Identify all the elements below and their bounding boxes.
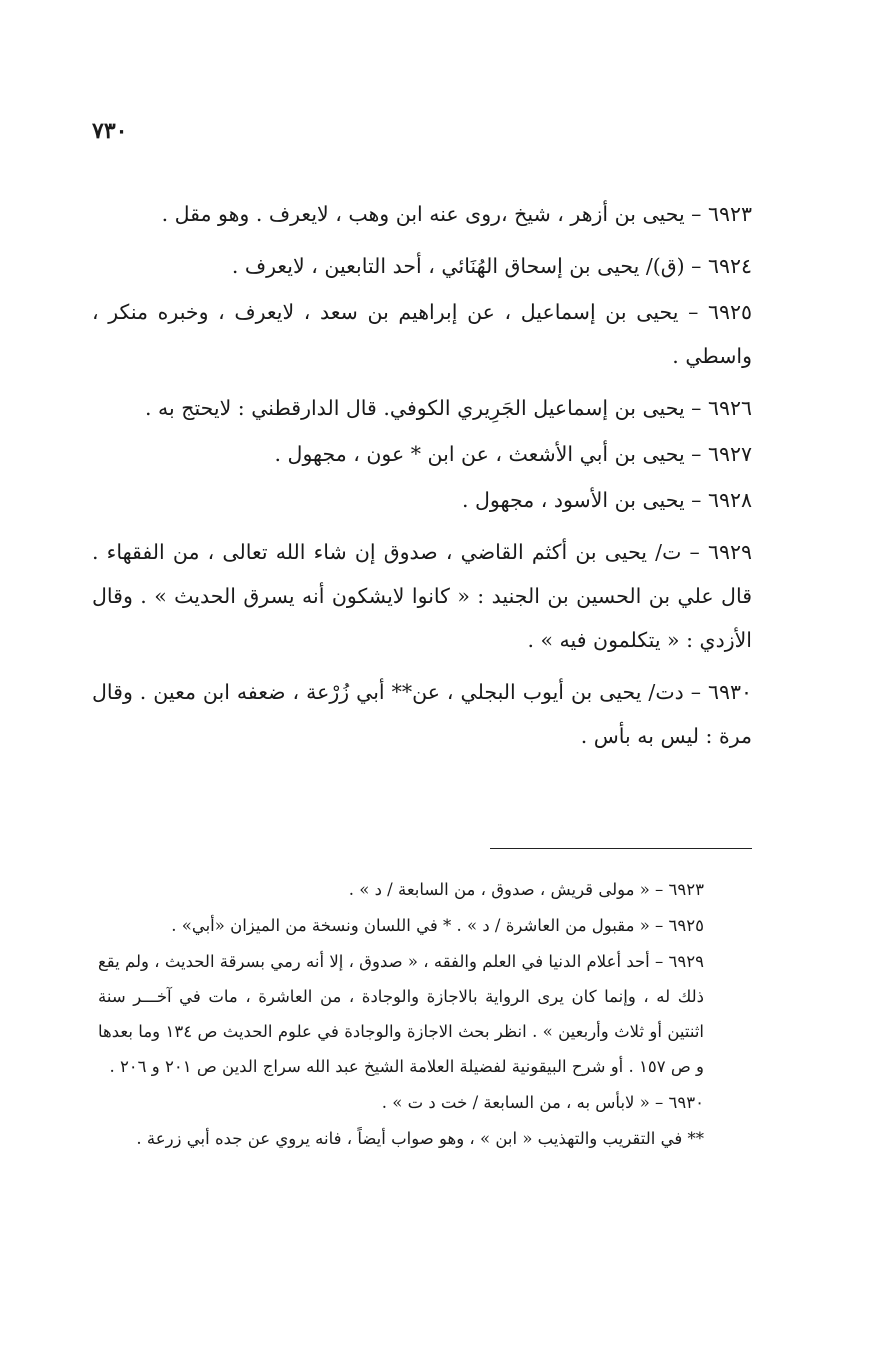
entry-6930: ٦٩٣٠ – دت/ يحيى بن أيوب البجلي ، عن** أبي زُرْعة ، ضعفه ابن معين . وقال مرة : ليس به بأس . [92, 680, 752, 748]
entry-6929: ٦٩٢٩ – ت/ يحيى بن أكثم القاضي ، صدوق إن شاء الله تعالى ، من الفقهاء . قال علي بن الحسين بن الجنيد : « كانوا لايشكون أنه يسرق الحديث » . وقال الأزدي : « يتكلمون فيه » . [92, 540, 752, 652]
footnote-6923: ٦٩٢٣ – « مولى قريش ، صدوق ، من السابعة / د » . [348, 880, 704, 899]
footnote-divider [490, 848, 752, 849]
entry-6925: ٦٩٢٥ – يحيى بن إسماعيل ، عن إبراهيم بن سعد ، لايعرف ، وخبره منكر ، واسطي . [92, 300, 752, 368]
entry-6927: ٦٩٢٧ – يحيى بن أبي الأشعث ، عن ابن * عون ، مجهول . [274, 442, 752, 466]
footnote-6925: ٦٩٢٥ – « مقبول من العاشرة / د » . * في اللسان ونسخة من الميزان «أبي» . [171, 916, 704, 935]
entry-6924: ٦٩٢٤ – (ق)/ يحيى بن إسحاق الهُنَائي ، أحد التابعين ، لايعرف . [231, 254, 752, 278]
entry-6928: ٦٩٢٨ – يحيى بن الأسود ، مجهول . [462, 488, 752, 512]
biographical-entries [92, 192, 752, 766]
footnote-6929: ٦٩٢٩ – أحد أعلام الدنيا في العلم والفقه ، « صدوق ، إلا أنه رمي بسرقة الحديث ، ولم يقع ذلك له ، وإنما كان يرى الرواية بالاجازة والوجادة ، من العاشرة ، مات في آخـــر سنة اثنتين أو ثلاث وأربعين » . انظر بحث الاجازة والوجادة في علوم الحديث ص ١٣٤ وما بعدها و ص ١٥٧ . أو شرح البيقونية لفضيلة العلامة الشيخ عبد الله سراج الدين ص ٢٠١ و ٢٠٦ . [98, 952, 705, 1076]
footnotes [98, 872, 748, 1157]
entry-6926: ٦٩٢٦ – يحيى بن إسماعيل الجَرِيري الكوفي. قال الدارقطني : لايحتج به . [144, 396, 752, 420]
page-number: ٧٣٠ [92, 118, 128, 144]
footnote-6930: ٦٩٣٠ – « لابأس به ، من السابعة / خت د ت » . [381, 1093, 704, 1112]
footnote-double-asterisk: ** في التقريب والتهذيب « ابن » ، وهو صواب أيضاً ، فانه يروي عن جده أبي زرعة . [136, 1129, 704, 1148]
entry-6923: ٦٩٢٣ – يحيى بن أزهر ، شيخ ،روى عنه ابن وهب ، لايعرف . وهو مقل . [161, 202, 752, 226]
